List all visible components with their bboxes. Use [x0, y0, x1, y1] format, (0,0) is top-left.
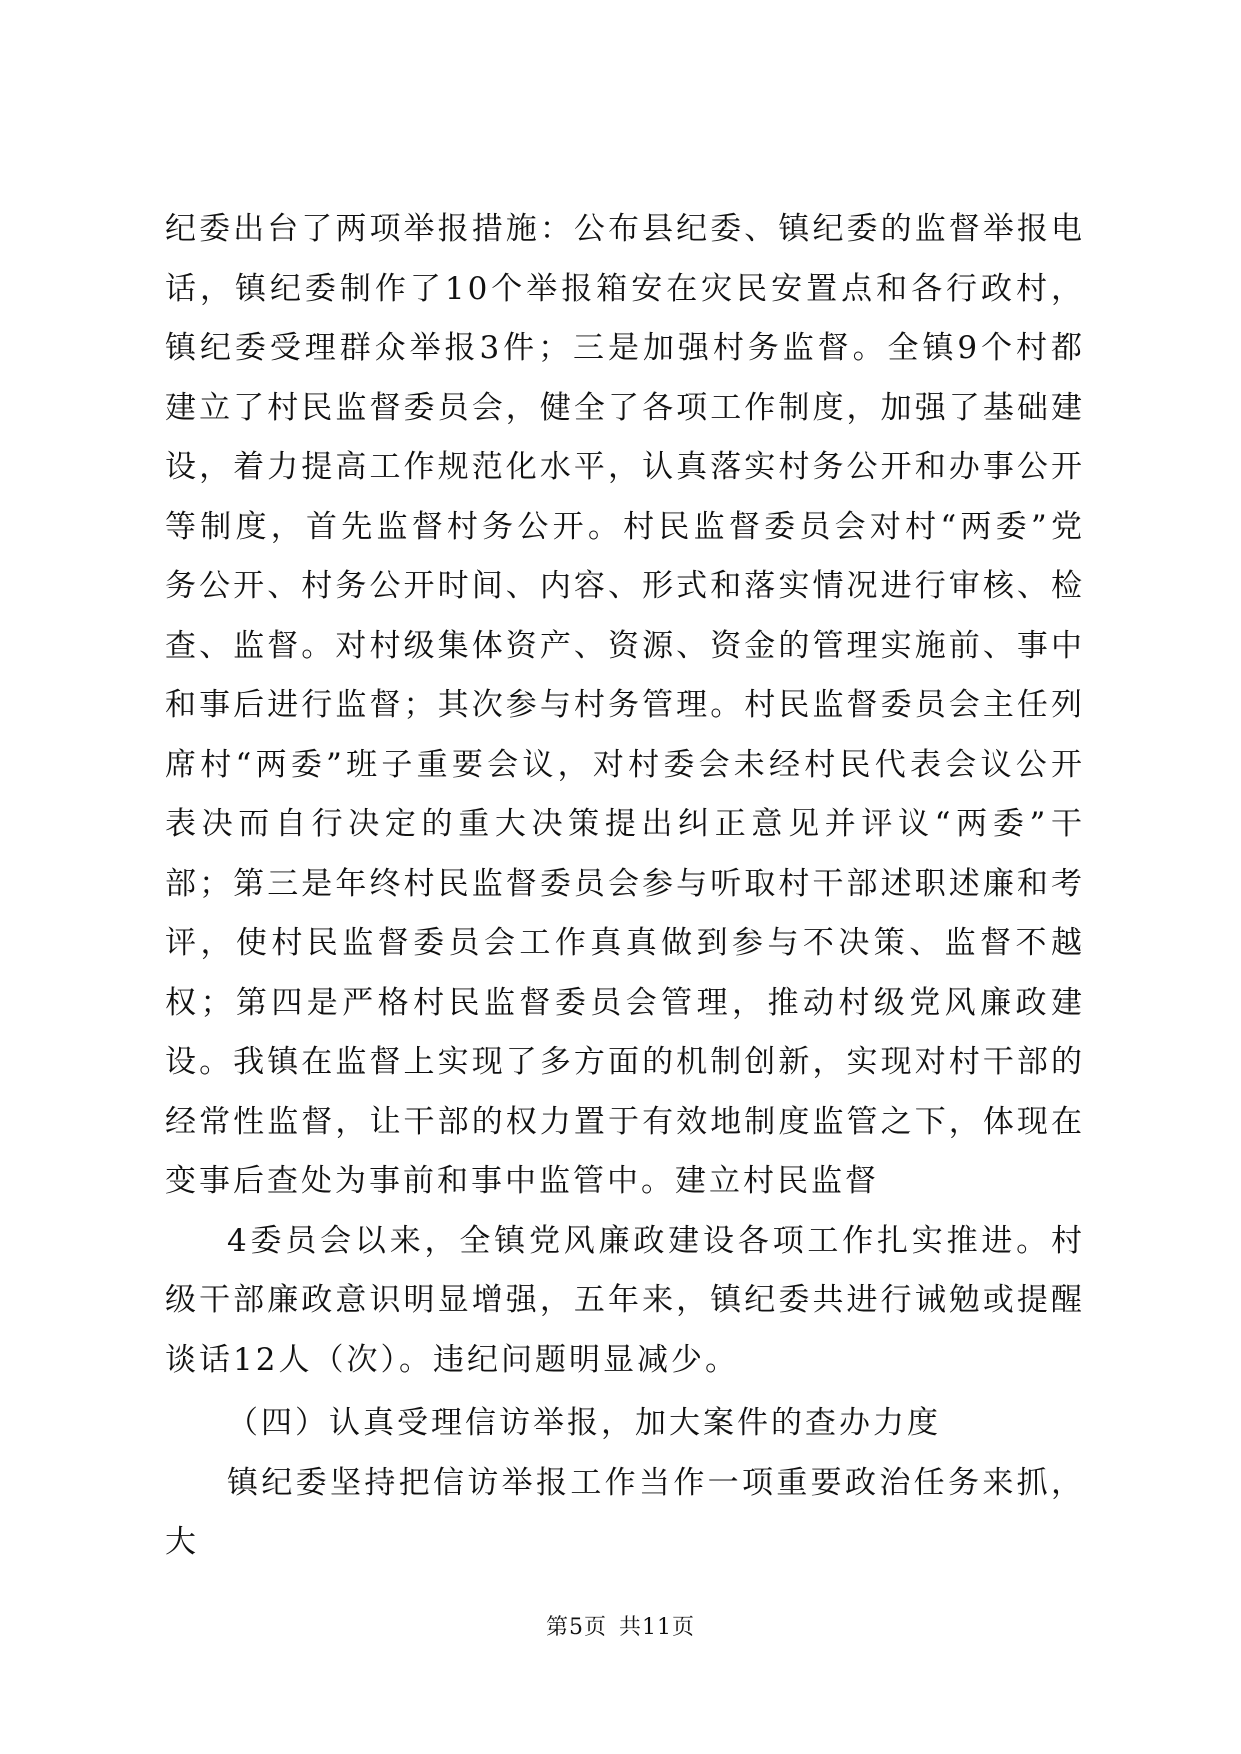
page-total: 共11页 — [619, 1615, 695, 1640]
paragraph-committee-results: 4委员会以来，全镇党风廉政建设各项工作扎实推进。村级干部廉政意识明显增强，五年来，镇纪委共进行诫勉或提醒谈话12人（次）。违纪问题明显减少。 — [165, 1222, 1085, 1378]
document-body — [165, 200, 1085, 1573]
section-heading: （四）认真受理信访举报，加大案件的查办力度 — [227, 1405, 941, 1441]
paragraph-petition-work: 镇纪委坚持把信访举报工作当作一项重要政治任务来抓，大 — [165, 1464, 1085, 1560]
page-number: 第5页 — [546, 1615, 607, 1640]
paragraph-continued: 纪委出台了两项举报措施：公布县纪委、镇纪委的监督举报电话，镇纪委制作了10个举报箱安在灾民安置点和各行政村，镇纪委受理群众举报3件；三是加强村务监督。全镇9个村都建立了村民监督委员会，健全了各项工作制度，加强了基础建设，着力提高工作规范化水平，认真落实村务公开和办事公开等制度，首先监督村务公开。村民监督委员会对村“两委”党务公开、村务公开时间、内容、形式和落实情况进行审核、检查、监督。对村级集体资产、资源、资金的管理实施前、事中和事后进行监督；其次参与村务管理。村民监督委员会主任列席村“两委”班子重要会议，对村委会未经村民代表会议公开表决而自行决定的重大决策提出纠正意见并评议“两委”干部；第三是年终村民监督委员会参与听取村干部述职述廉和考评，使村民监督委员会工作真真做到参与不决策、监督不越权；第四是严格村民监督委员会管理，推动村级党风廉政建设。我镇在监督上实现了多方面的机制创新，实现对村干部的经常性监督，让干部的权力置于有效地制度监管之下，体现在变事后查处为事前和事中监管中。建立村民监督 — [165, 211, 1085, 1199]
page-footer — [0, 1610, 1241, 1641]
